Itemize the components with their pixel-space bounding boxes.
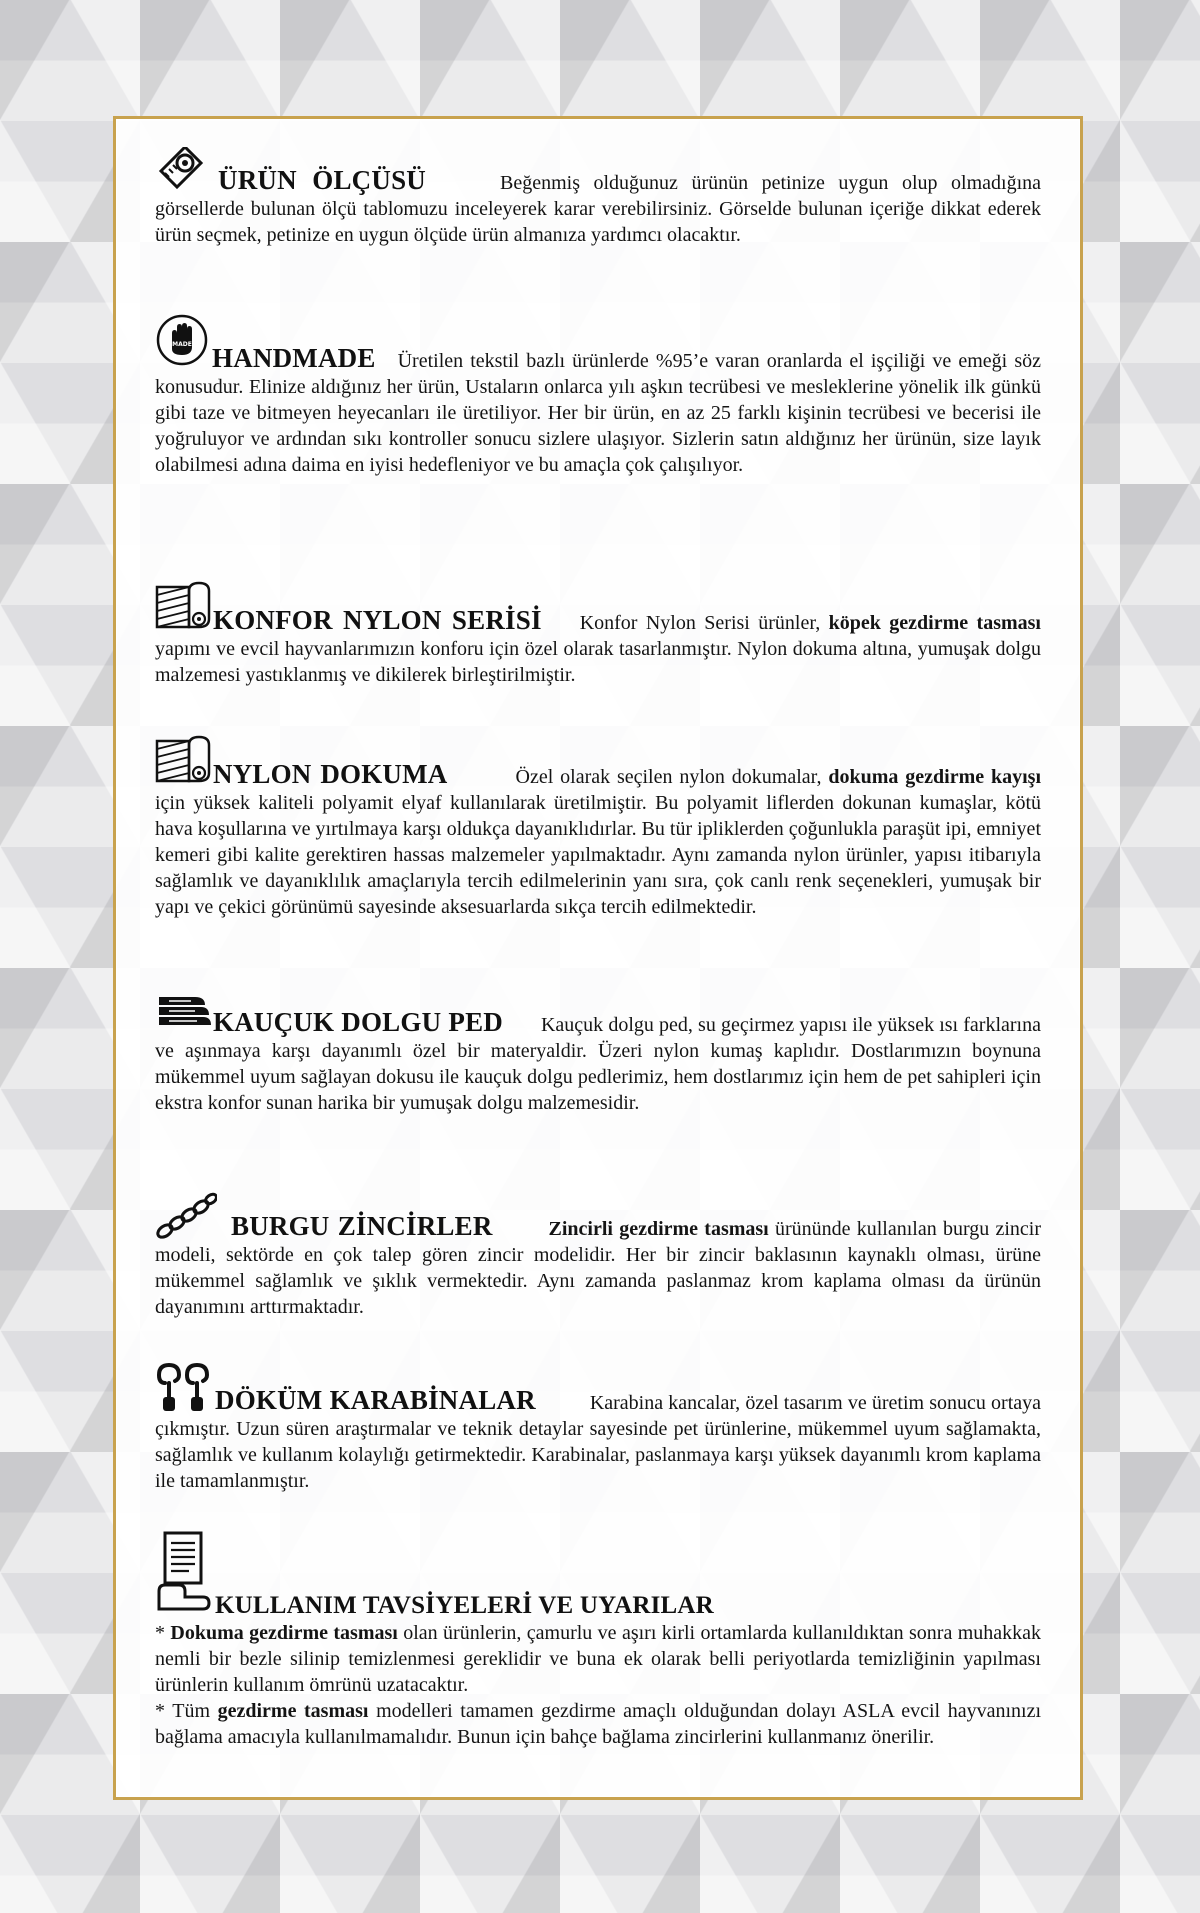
section-handmade [155, 315, 1041, 478]
section-kaucuk-dolgu-ped [155, 989, 1041, 1116]
carabiner-icon [155, 1361, 213, 1415]
section-heading: ÜRÜN ÖLÇÜSÜ [218, 165, 426, 195]
section-text: Karabina kancalar, özel tasarım ve üretim sonucu ortaya çıkmıştır. Uzun süren araştırmalar ve teknik detaylar sayesinde pet ürünlerine, mükemmel uyum sağlamakta, sağlamlık ve kullanım kolaylığı getirmektedir. Karabinalar, paslanmaya karşı yüksek dayanımlı krom kaplama ile tamamlanmıştır. [155, 1392, 1041, 1492]
chain-icon [155, 1191, 217, 1241]
document-hand-icon [155, 1531, 215, 1613]
section-text: Kauçuk dolgu ped, su geçirmez yapısı ile yüksek ısı farklarına ve aşınmaya karşı dayanımlı özel bir materyaldir. Üzeri nylon kumaş kaplıdır. Dostlarımızın boynuna mükemmel uyum sağlayan dokusu ile kauçuk dolgu pedlerimiz, hem dostlarımız için hem de pet sahipleri için ekstra konfor sunan harika bir yumuşak dolgu malzemesidir. [155, 1014, 1041, 1114]
section-text-bold: Zincirli gezdirme tasması [548, 1218, 769, 1240]
section-heading: NYLON DOKUMA [213, 759, 448, 789]
fabric-roll-icon [155, 581, 213, 633]
note-bold: gezdirme tasması [217, 1700, 369, 1722]
section-text-after: ürününde kullanılan burgu zincir modeli, sektörde en çok talep gören zincir modelidir. Her bir zincir baklasının kaynaklı olması, ürüne mükemmel sağlamlık ve şıklık vermektedir. Aynı zamanda paslanmaz krom kaplama olması da ürünün dayanımını arttırmaktadır. [155, 1218, 1042, 1318]
note-item: * Tüm gezdirme tasması modelleri tamamen gezdirme amaçlı olduğundan dolayı ASLA evcil hayvanınızı bağlama amacıyla kullanılmamalıdır. Bunun için bahçe bağlama zincirlerini kullanmanız önerilir. [155, 1700, 1042, 1748]
note-text: olan ürünlerin, çamurlu ve aşırı kirli ortamlarda kullanıldıktan sonra muhakkak nemli bir bezle silinip temizlenmesi gereklidir ve buna ek olarak belli periyotlarda temizliğinin yapılması ürünlerin kullanım ömrünü uzatacaktır. [155, 1622, 1042, 1696]
note-item: * Dokuma gezdirme tasması olan ürünlerin, çamurlu ve aşırı kirli ortamlarda kullanıldıktan sonra muhakkak nemli bir bezle silinip temizlenmesi gereklidir ve buna ek olarak belli periyotlarda temizliğinin yapılması ürünlerin kullanım ömrünü uzatacaktır. [155, 1622, 1042, 1696]
section-kullanim-tavsiyeleri [155, 1531, 1041, 1750]
note-bold: Dokuma gezdirme tasması [170, 1622, 398, 1644]
tape-measure-icon [155, 147, 207, 191]
section-konfor-nylon-serisi [155, 581, 1041, 688]
handmade-hand-icon [155, 313, 209, 367]
section-heading: DÖKÜM KARABİNALAR [215, 1385, 536, 1415]
section-text-before: Özel olarak seçilen nylon dokumalar, [515, 766, 829, 788]
section-text-bold: dokuma gezdirme kayışı [828, 766, 1041, 788]
section-text: Beğenmiş olduğunuz ürünün petinize uygun olup olmadığına görsellerde bulunan ölçü tablomuzu inceleyerek karar verebilirsiniz. Görselde bulunan içeriğe dikkat ederek ürün seçmek, petinize en uygun ölçüde ürün almanıza yardımcı olacaktır. [155, 172, 1041, 246]
section-text-before: Konfor Nylon Serisi ürünler, [579, 612, 829, 634]
section-text-bold: köpek gezdirme tasması [828, 612, 1041, 634]
section-nylon-dokuma [155, 735, 1041, 920]
section-burgu-zincirler [155, 1189, 1041, 1320]
fabric-roll-icon [155, 735, 213, 787]
section-heading: KONFOR NYLON SERİSİ [213, 605, 542, 635]
foam-layers-icon [155, 989, 213, 1035]
content-panel [113, 116, 1083, 1800]
note-text: modelleri tamamen gezdirme amaçlı olduğundan dolayı ASLA evcil hayvanınızı bağlama amacıyla kullanılmamalıdır. Bunun için bahçe bağlama zincirlerini kullanmanız önerilir. [155, 1700, 1042, 1748]
section-text-after: yapımı ve evcil hayvanlarımızın konforu için özel olarak tasarlanmıştır. Nylon dokuma altına, yumuşak dolgu malzemesi yastıklanmış ve dikilerek birleştirilmiştir. [155, 638, 1041, 686]
section-text-after: için yüksek kaliteli polyamit elyaf kullanılarak üretilmiştir. Bu polyamit liflerden dokunan kumaşlar, kötü hava koşullarına ve yırtılmaya karşı oldukça dayanıklıdırlar. Bu tür ipliklerden çoğunlukla paraşüt ipi, emniyet kemeri gibi kalite gerektiren hassas malzemeler yapılmaktadır. Aynı zamanda nylon ürünler, yapısı itibarıyla sağlamlık ve dayanıklılık amaçlarıyla tercih edilmelerinin yanı sıra, çok canlı renk seçenekleri, yumuşak bir yapı ve çekici görünümü sayesinde aksesuarlarda sıkça tercih edilmektedir. [155, 792, 1041, 918]
section-urun-olcusu [155, 149, 1041, 248]
section-heading: HANDMADE [212, 343, 376, 373]
section-heading: KAUÇUK DOLGU PED [213, 1007, 503, 1037]
section-heading: BURGU ZİNCİRLER [231, 1211, 493, 1241]
section-heading: KULLANIM TAVSİYELERİ VE UYARILAR [215, 1592, 714, 1619]
section-dokum-karabinalar [155, 1361, 1041, 1494]
section-text: Üretilen tekstil bazlı ürünlerde %95’e varan oranlarda el işçiliği ve emeği söz konusudur. Elinize aldığınız her ürün, Ustaların onlarca yılı aşkın tecrübesi ve mesleklerine yönelik ilk günkü gibi taze ve bitmeyen heyecanları ile üretiliyor. Her bir ürün, en az 25 farklı kişinin tecrübesi ve becerisi ile yoğruluyor ve ardından sıkı kontroller sonucu sizlere ulaşıyor. Sizlerin satın aldığınız her ürünün, size layık olabilmesi adına daima en iyisi hedefleniyor ve bu amaçla çok çalışılıyor. [155, 350, 1041, 476]
made-label: MADE [172, 341, 192, 348]
